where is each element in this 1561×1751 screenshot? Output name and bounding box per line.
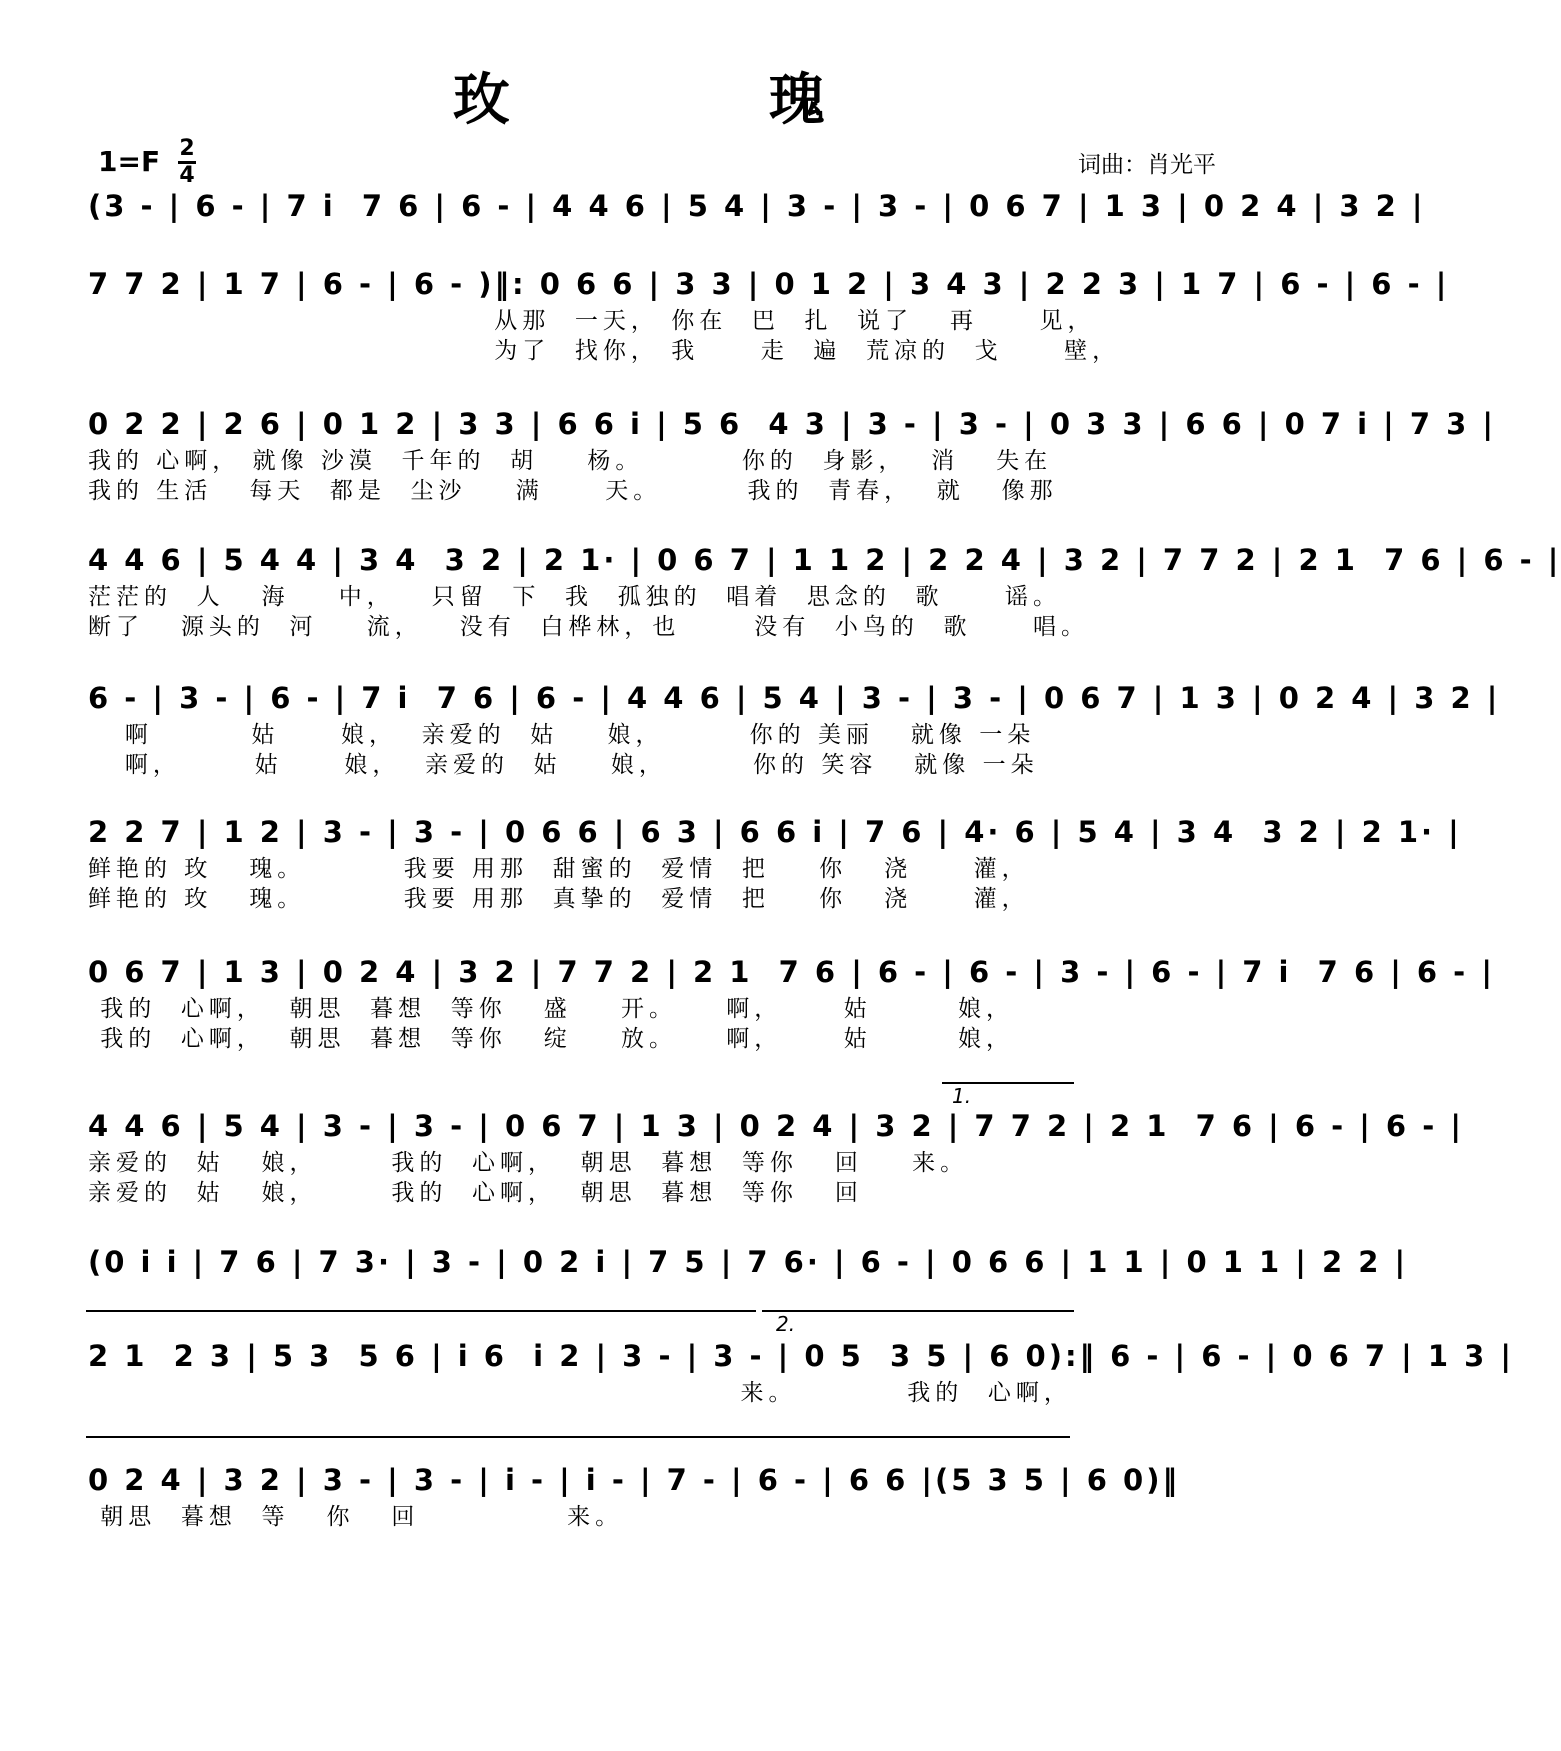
- volta-second-bracket: [762, 1310, 1074, 1312]
- lyric-line: 我的 心啊， 朝思 暮想 等你 绽 放。 啊， 姑 娘，: [88, 1026, 1014, 1052]
- lyric-line: 鲜艳的 玫 瑰。 我要 用那 真挚的 爱情 把 你 浇 灌，: [88, 886, 1030, 912]
- lyric-line: 为了 找你， 我 走 遍 荒凉的 戈 壁，: [88, 338, 1121, 364]
- lyric-line: 从那 一天， 你在 巴 扎 说了 再 见，: [88, 308, 1096, 334]
- jianpu-notes: (3 - | 6 - | 7 i 7 6 | 6 - | 4 4 6 | 5 4 | 3 - | 3 - | 0 6 7 | 1 3 | 0 2 4 | 3 2 |: [88, 189, 1426, 223]
- jianpu-notes: 4 4 6 | 5 4 4 | 3 4 3 2 | 2 1· | 0 6 7 | 1 1 2 | 2 2 4 | 3 2 | 7 7 2 | 2 1 7 6 | 6 - |: [88, 543, 1561, 577]
- lyric-line: 亲爱的 姑 娘， 我的 心啊， 朝思 暮想 等你 回 来。: [88, 1150, 969, 1176]
- time-signature: [178, 138, 196, 187]
- composer-credit: 词曲：肖光平: [1078, 152, 1216, 178]
- jianpu-notes: 6 - | 3 - | 6 - | 7 i 7 6 | 6 - | 4 4 6 | 5 4 | 3 - | 3 - | 0 6 7 | 1 3 | 0 2 4 | 3 2 |: [88, 681, 1501, 715]
- jianpu-notes: 0 6 7 | 1 3 | 0 2 4 | 3 2 | 7 7 2 | 2 1 7 6 | 6 - | 6 - | 3 - | 6 - | 7 i 7 6 | 6 - |: [88, 955, 1495, 989]
- jianpu-notes: 2 1 2 3 | 5 3 5 6 | i 6 i 2 | 3 - | 3 - | 0 5 3 5 | 6 0):‖ 6 - | 6 - | 0 6 7 | 1 3 |: [88, 1339, 1514, 1373]
- lyric-line: 茫茫的 人 海 中， 只留 下 我 孤独的 唱着 思念的 歌 谣。: [88, 584, 1062, 610]
- lyric-line: 啊， 姑 娘， 亲爱的 姑 娘， 你的 笑容 就像 一朵: [88, 752, 1039, 778]
- volta-first-bracket-lower: [86, 1310, 756, 1312]
- jianpu-notes: (0 i i | 7 6 | 7 3· | 3 - | 0 2 i | 7 5 | 7 6· | 6 - | 0 6 6 | 1 1 | 0 1 1 | 2 2 |: [88, 1245, 1409, 1279]
- jianpu-notes: 4 4 6 | 5 4 | 3 - | 3 - | 0 6 7 | 1 3 | 0 2 4 | 3 2 | 7 7 2 | 2 1 7 6 | 6 - | 6 - |: [88, 1109, 1464, 1143]
- jianpu-notes: 7 7 2 | 1 7 | 6 - | 6 - )‖: 0 6 6 | 3 3 | 0 1 2 | 3 4 3 | 2 2 3 | 1 7 | 6 - | 6 - |: [88, 267, 1450, 301]
- lyric-line: 我的 生活 每天 都是 尘沙 满 天。 我的 青春， 就 像那: [88, 478, 1058, 504]
- volta-second-ending: 2.: [776, 1312, 796, 1336]
- lyric-line: 亲爱的 姑 娘， 我的 心啊， 朝思 暮想 等你 回: [88, 1180, 863, 1206]
- lyric-line: 来。 我的 心啊，: [88, 1380, 1072, 1406]
- song-title: 玫 瑰: [453, 68, 945, 133]
- lyric-line: 啊 姑 娘， 亲爱的 姑 娘， 你的 美丽 就像 一朵: [88, 722, 1036, 748]
- lyric-line: 朝思 暮想 等 你 回 来。: [88, 1504, 624, 1530]
- time-signature-bottom: 4: [179, 163, 195, 188]
- lyric-line: 我的 心啊， 朝思 暮想 等你 盛 开。 啊， 姑 娘，: [88, 996, 1014, 1022]
- key-signature: 1=F: [98, 145, 161, 178]
- lyric-line: 我的 心啊， 就像 沙漠 千年的 胡 杨。 你的 身影， 消 失在: [88, 448, 1053, 474]
- jianpu-notes: 0 2 2 | 2 6 | 0 1 2 | 3 3 | 6 6 i | 5 6 4 3 | 3 - | 3 - | 0 3 3 | 6 6 | 0 7 i | 7 3 |: [88, 407, 1497, 441]
- jianpu-notes: 2 2 7 | 1 2 | 3 - | 3 - | 0 6 6 | 6 3 | 6 6 i | 7 6 | 4· 6 | 5 4 | 3 4 3 2 | 2 1· |: [88, 815, 1462, 849]
- jianpu-notes: 0 2 4 | 3 2 | 3 - | 3 - | i - | i - | 7 - | 6 - | 6 6 |(5 3 5 | 6 0)‖: [88, 1463, 1180, 1497]
- volta-first-ending: 1.: [952, 1084, 972, 1108]
- lyric-line: 断了 源头的 河 流， 没有 白桦林，也 没有 小鸟的 歌 唱。: [88, 614, 1090, 640]
- volta-first-bracket: [942, 1082, 1074, 1084]
- final-bracket: [86, 1436, 1070, 1438]
- lyric-line: 鲜艳的 玫 瑰。 我要 用那 甜蜜的 爱情 把 你 浇 灌，: [88, 856, 1030, 882]
- time-signature-top: 2: [179, 136, 195, 161]
